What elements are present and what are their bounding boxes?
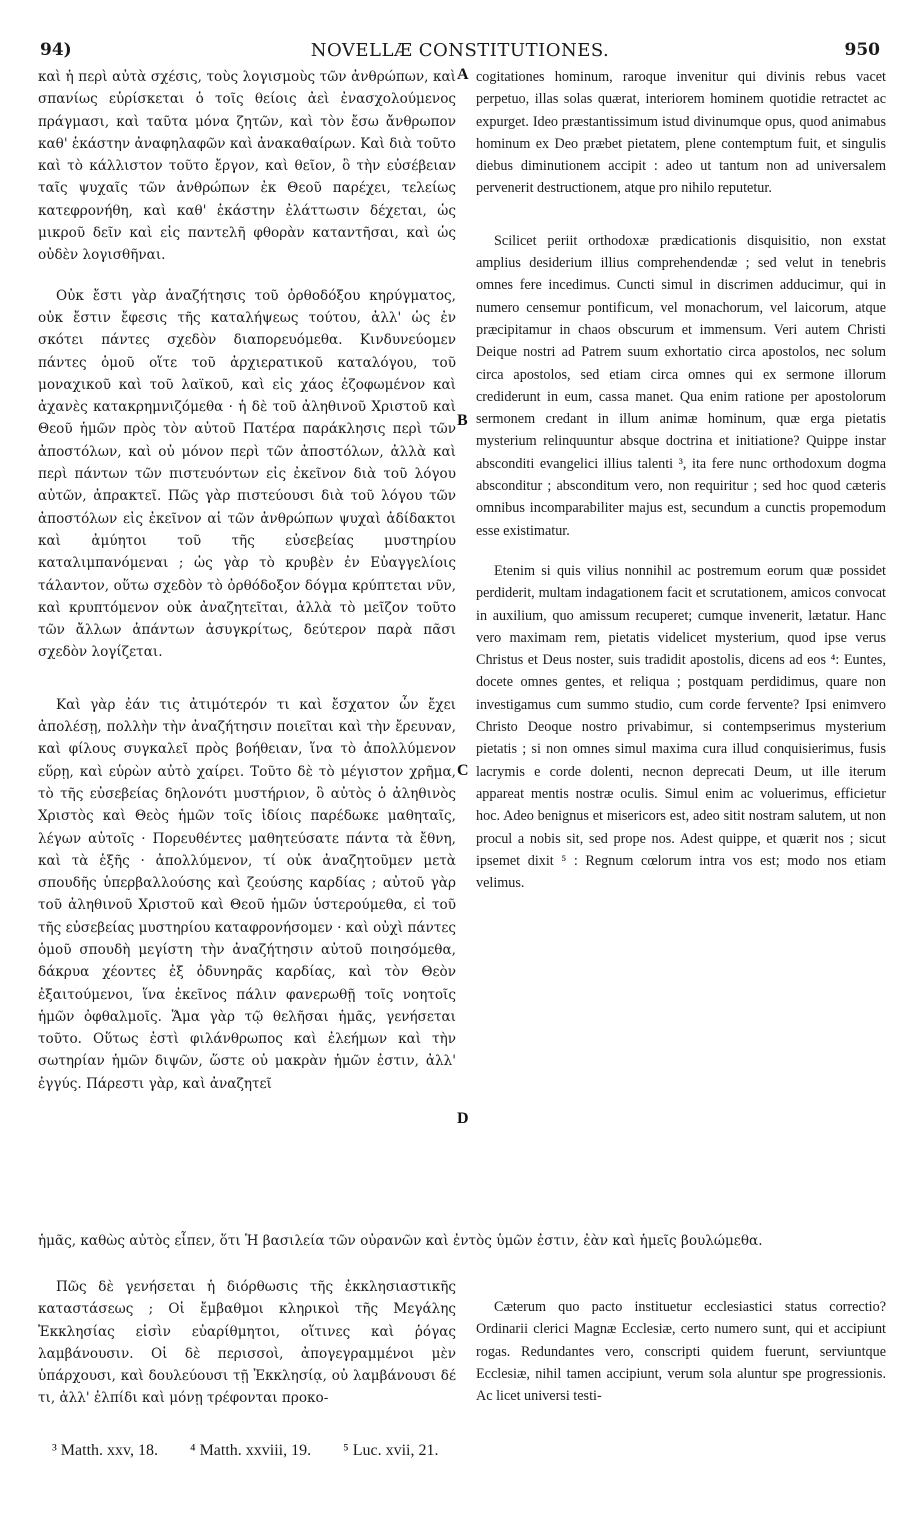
- greek-bridge-text: ἡμᾶς, καθὼς αὐτὸς εἶπεν, ὅτι Ἡ βασιλεία τῶν οὐρανῶν καὶ ἐντὸς ὑμῶν ἐστιν, ἐὰν καὶ ἡμεῖς βουλώμεθα.: [38, 1233, 763, 1249]
- greek-column: [38, 66, 456, 1095]
- greek-paragraph-1: καὶ ἡ περὶ αὐτὰ σχέσις, τοὺς λογισμοὺς τῶν ἀνθρώπων, καὶ σπανίως εὑρίσκεται ὁ τοῖς θείοις ἀεὶ ἐνασχολούμενος πράγμασι, καὶ ταῦτα μόνα ζητῶν, καὶ τὸν ἔσω ἄνθρωπον καθ' ἑκάστην ἀναφηλαφῶν καὶ ἀνακαθαίρων. Καὶ διὰ τοῦτο καὶ τὸ κάλλιστον τοῦτο ἔργον, καὶ θεῖον, ὃ τὴν εὐσέβειαν ταῖς ψυχαῖς τῶν ἀνθρώπων ἐκ Θεοῦ παρέχει, τελείως κατεφρονήθη, καὶ καθ' ἑκάστην ἐλάττωσιν δέχεται, ὡς μικροῦ δεῖν καὶ εἰς παντελῆ φθορὰν καταντῆσαι, καὶ ὡς οὐδὲν λογισθῆναι.: [38, 69, 456, 264]
- footnote-1: ³ Matth. xxv, 18.: [52, 1442, 158, 1459]
- greek-paragraph-4: Πῶς δὲ γενήσεται ἡ διόρθωσις τῆς ἐκκλησιαστικῆς καταστάσεως ; Οἱ ἔμβαθμοι κληρικοὶ τῆς Μεγάλης Ἐκκλησίας εἰσὶν εὐαρίθμητοι, οἵτινες καὶ ῥόγας λαμβάνουσιν. Οἱ δὲ περισσοὶ, ἀπογεγραμμένοι μὲν ὑπάρχουσι, καὶ δουλεύουσι τῇ Ἐκκλησίᾳ, οὐ λαμβάνουσι δέ τι, ἀλλ' ἐλπίδι καὶ μόνῃ τρέφονται προκο-: [38, 1279, 456, 1407]
- margin-marker-b: B: [457, 412, 468, 429]
- latin-column-lower: [476, 1296, 886, 1407]
- margin-marker-d: D: [457, 1110, 469, 1127]
- latin-paragraph-2: Scilicet periit orthodoxæ prædicationis disquisitio, non exstat amplius desiderium illius comprehendendæ ; sed velut in tenebris omnes fere incedimus. Cuncti simul in discrimen adducimur, qui in numero censemur pontificum, vel monachorum, vel laicorum, atque præcipitamur in chaos obscurum et immensum. Veri autem Christi Deique nostri ad Patrem suum exhortatio circa apostolos, nec solum circa apostolos, sed etiam circa omnes qui ex sermone illorum crediderunt in eum, cassa manet. Qua enim ratione per apostolorum sermonem credant in illum animæ hominum, quæ erga pietatis mysterium relinquuntur absque doctrina et initiatione? Quippe instar absconditi evangelici illius talenti ³, ita fere nunc orthodoxum dogma absconditur ; absconditum vero, non requiritur ; sed hoc quod cæteris omnibus incomparabiliter majus est, secundum a cunctis propemodum esse existimatur.: [476, 232, 886, 539]
- latin-paragraph-4: Cæterum quo pacto instituetur ecclesiastici status correctio? Ordinarii clerici Magnæ Ecclesiæ, certo numero sunt, qui et accipiunt rogas. Redundantes vero, conscripti quidem fuerunt, serviuntque Ecclesiæ, nihil tamen accipiunt, verum sola aluntur spe progressionis. Ac licet universi testi-: [476, 1299, 886, 1405]
- footnote-2: ⁴ Matth. xxviii, 19.: [189, 1442, 312, 1459]
- latin-paragraph-1: cogitationes hominum, raroque invenitur qui divinis rebus vacet perpetuo, illas solas quærat, interiorem hominem quotidie retractet ac expurget. Ideo præstantissimum istud divinumque opus, quod animabus hominum ex Deo præbet pietatem, plene contemptum fuit, et singulis diebus diminutionem accipit : adeo ut tantum non ad universalem pervenerit destructionem, atque pro nihilo reputetur.: [476, 69, 886, 197]
- running-title: NOVELLÆ CONSTITUTIONES.: [310, 40, 610, 61]
- margin-marker-c: C: [457, 762, 469, 779]
- footnotes: [52, 1442, 466, 1460]
- right-page-number: 950: [844, 40, 880, 60]
- greek-paragraph-2: Οὐκ ἔστι γὰρ ἀναζήτησις τοῦ ὀρθοδόξου κηρύγματος, οὐκ ἔστιν ἔφεσις τῆς καταλήψεως τούτου, ἀλλ' ὡς ἐν σκότει πάντες σχεδὸν διαπορευόμεθα. Κινδυνεύομεν πάντες ὁμοῦ οἵτε τοῦ ἀρχιερατικοῦ καταλόγου, τοῦ μοναχικοῦ καὶ τοῦ λαϊκοῦ, καὶ εἰς χάος ἐζοφωμένον καὶ ἀχανὲς κατακρημνιζόμεθα · ἡ δὲ τοῦ ἀληθινοῦ Χριστοῦ καὶ Θεοῦ ἡμῶν πρὸς τὸν αὐτοῦ Πατέρα παράκλησις περὶ τῶν ἀποστόλων, καὶ οὐ μόνον περὶ τῶν ἀποστόλων, ἀλλὰ καὶ περὶ πάντων τῶν πιστευόντων εἰς ἐκεῖνον διὰ τοῦ λόγου αὐτῶν, ἀπρακτεῖ. Πῶς γὰρ πιστεύουσι διὰ τοῦ λόγου τῶν ἀποστόλων εἰς ἐκεῖνον αἱ τῶν ἀνθρώπων ψυχαὶ ἀδίδακτοι καὶ ἀμύητοι τοῦ τῆς εὐσεβείας μυστηρίου καταλιμπανόμεναι ; ὡς γὰρ τὸ κρυβὲν ἐν Εὐαγγελίοις τάλαντον, οὕτω σχεδὸν τὸ ὀρθόδοξον δόγμα κρύπτεται νῦν, καὶ κρυπτόμενον οὐκ ἀναζητεῖται, ἀλλὰ τὸ μεῖζον τοῦτο τῶν ἄλλων ἁπάντων ἀσυγκρίτως, δεύτερον παρὰ πᾶσι σχεδὸν λογίζεται.: [38, 287, 456, 661]
- spanning-greek-line: [38, 1230, 888, 1252]
- running-header: [40, 40, 880, 64]
- greek-paragraph-3: Καὶ γὰρ ἐάν τις ἀτιμότερόν τι καὶ ἔσχατον ὧν ἔχει ἀπολέσῃ, πολλὴν τὴν ἀναζήτησιν ποιεῖται καὶ τὴν ἔρευναν, καὶ φίλους συγκαλεῖ πρὸς βοήθειαν, ἵνα τὸ ἀπολλύμενον εὕρῃ, καὶ εὑρὼν αὐτὸ χαίρει. Τοῦτο δὲ τὸ μέγιστον χρῆμα, τὸ τῆς εὐσεβείας δηλονότι μυστήριον, ὃ αὐτὸς ὁ ἀληθινὸς Χριστὸς καὶ Θεὸς ἡμῶν τοῖς ἰδίοις παρέδωκε μαθηταῖς, λέγων αὐτοῖς · Πορευθέντες μαθητεύσατε πάντα τὰ ἔθνη, καὶ τὰ ἑξῆς · ἀπολλύμενον, τί οὐκ ἀναζητοῦμεν μετὰ σπουδῆς ὑπερβαλλούσης καὶ ζεούσης καρδίας ; αὐτοῦ γὰρ τοῦ ἀληθινοῦ Χριστοῦ καὶ Θεοῦ ἡμῶν ὑστερούμεθα, εἰ τοῦ τῆς εὐσεβείας μυστηρίου καταφρονήσομεν · καὶ οὐχὶ πάντες ὁμοῦ σπουδὴ μεγίστη τὴν ἀναζήτησιν αὐτοῦ ποιησόμεθα, δάκρυα χέοντες ἐξ ὀδυνηρᾶς καρδίας, καὶ τὸν Θεὸν ἐξαιτούμενοι, ἵνα ἐκεῖνος πάλιν φανερωθῇ τοῖς νοητοῖς ἡμῶν ὀφθαλμοῖς. Ἅμα γὰρ τῷ θελῆσαι ἡμᾶς, γενήσεται τοῦτο. Οὕτως ἐστὶ φιλάνθρωπος καὶ ἐλεήμων καὶ τὴν σωτηρίαν ἡμῶν διψῶν, ὥστε οὐ μακρὰν ἡμῶν ἐστιν, ἀλλ' ἐγγύς. Πάρεστι γὰρ, καὶ ἀναζητεῖ: [38, 696, 456, 1092]
- latin-column: [476, 66, 886, 894]
- greek-column-lower: [38, 1276, 456, 1410]
- footnote-3: ⁵ Luc. xvii, 21.: [343, 1442, 439, 1459]
- latin-paragraph-3: Etenim si quis vilius nonnihil ac postremum eorum quæ possidet perdiderit, multam indagationem facit et scrutationem, amicos convocat in auxilium, quo amissum recuperet; cumque invenerit, lætatur. Hanc vero maximam rem, pietatis videlicet mysterium, quod ipse verus Christus et Deus noster, suis tradidit apostolis, dicens ad eos ⁴: Euntes, docete omnes gentes, et reliqua ; postquam perdidimus, quare non investigamus cum summo studio, cum corde fervente? Ipsi enimvero Christo Deoque nostro privabimur, si contempserimus mysterium pietatis ; si non omnes simul maxima cura illud conquisierimus, fusis lacrymis e corde dolenti, necnon deprecati Deum, ut ille iterum appareat mentis nostræ oculis. Simul enim ac voluerimus, efficietur hoc. Adeo benignus et misericors est, adeo sitit nostram salutem, ut non procul a nobis sit, sed prope nos. Adest quippe, et quærit nos ; sicut ipsemet dixit ⁵ : Regnum cœlorum intra vos est; modo nos etiam velimus.: [476, 562, 886, 892]
- left-page-number: 94): [40, 40, 72, 60]
- margin-marker-a: A: [457, 66, 469, 83]
